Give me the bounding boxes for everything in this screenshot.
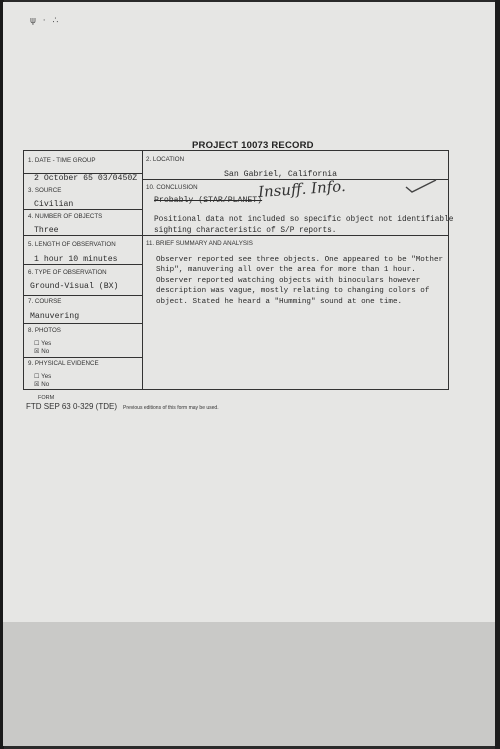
number-of-objects-label: 4. NUMBER OF OBJECTS [28,213,103,220]
form-label: FORM [38,395,55,401]
course-label: 7. COURSE [28,298,62,305]
row-divider [24,209,142,210]
type-of-observation-label: 6. TYPE OF OBSERVATION [28,269,107,276]
row-divider [24,357,142,358]
location-value: San Gabriel, California [224,170,338,179]
scan-edge-right [495,0,500,749]
scan-background [3,622,496,746]
photos-yes-checkbox: ☐ Yes [34,340,52,347]
form-number: FTD SEP 63 0-329 (TDE) [26,402,117,411]
photos-label: 8. PHOTOS [28,327,61,334]
source-value: Civilian [34,200,74,209]
course-value: Manuvering [30,312,80,321]
source-label: 3. SOURCE [28,187,62,194]
number-of-objects-value: Three [34,226,59,235]
row-divider [24,295,142,296]
length-of-observation-value: 1 hour 10 minutes [34,255,118,264]
conclusion-label: 10. CONCLUSION [146,184,198,191]
date-time-group-value: 2 October 65 03/0450Z [34,174,138,183]
row-divider [24,235,142,236]
brief-summary-label: 11. BRIEF SUMMARY AND ANALYSIS [146,240,253,247]
row-divider [24,323,142,324]
physical-evidence-no-checkbox: ☒ No [34,381,50,388]
row-divider [24,264,142,265]
form-title: PROJECT 10073 RECORD [192,140,314,151]
conclusion-note: Positional data not included so specific object not identifiable sighting characteristic of S/P reports. [154,216,454,235]
form-footer [26,402,219,411]
record-form [23,150,454,390]
date-time-group-label: 1. DATE - TIME GROUP [28,157,96,164]
handwritten-conclusion: Insuff. Info. [257,176,347,202]
form-note: Previous editions of this form may be used. [123,405,219,411]
conclusion-value: Probably (STAR/PLANET) [154,196,263,205]
length-of-observation-label: 5. LENGTH OF OBSERVATION [28,241,116,248]
brief-summary-value: Observer reported see three objects. One appeared to be "Mother Ship", manuvering all over the area for more than 1 hour. Observer reported watching objects with binoculars however description was vague, mostly relating to changing colors of object. Stated he heard a "Humming" sound at one time. [156,256,444,306]
column-divider [142,151,143,389]
physical-evidence-label: 9. PHYSICAL EVIDENCE [28,360,99,367]
check-mark-icon [404,178,438,194]
photos-no-checkbox: ☒ No [34,348,50,355]
physical-evidence-yes-checkbox: ☐ Yes [34,373,52,380]
corner-mark: ψ · ∴ [30,16,61,26]
location-label: 2. LOCATION [146,156,185,163]
type-of-observation-value: Ground-Visual (BX) [30,282,119,291]
